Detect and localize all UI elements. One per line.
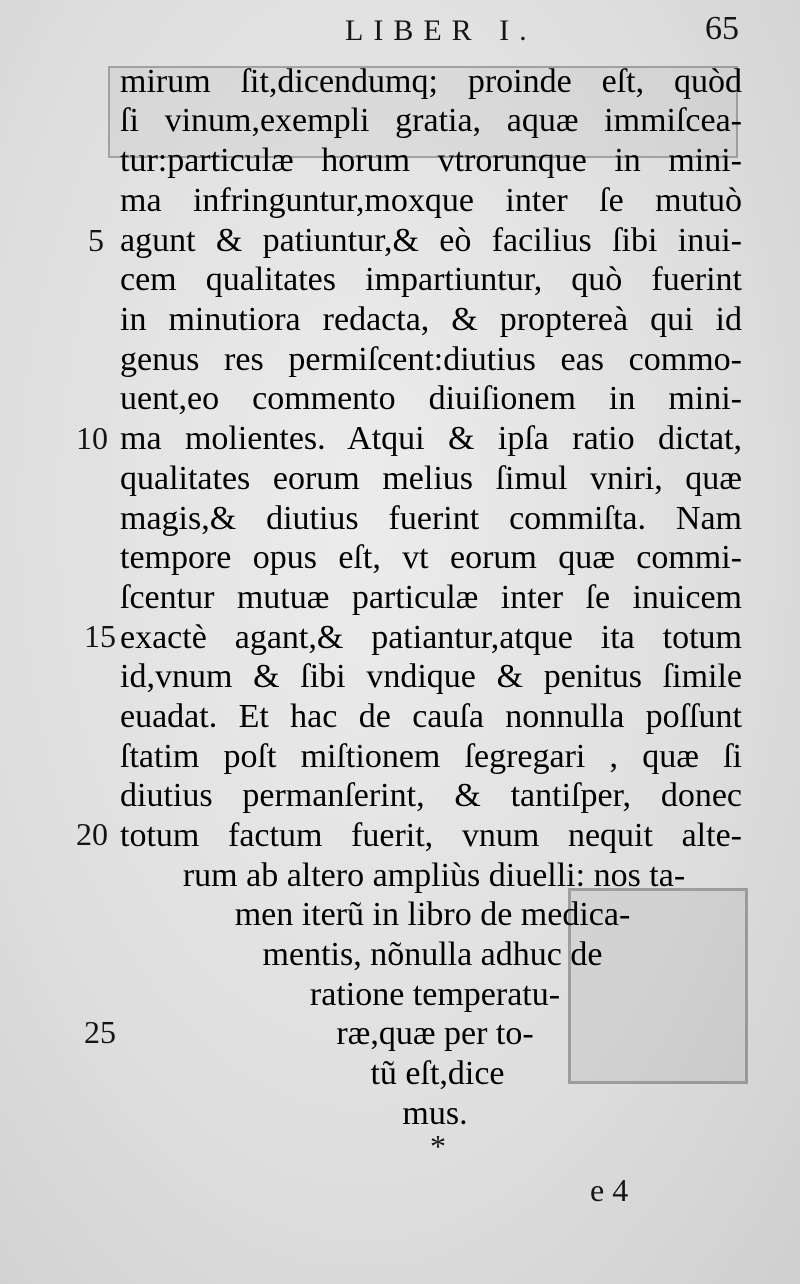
margin-line-number: 25 [84, 1014, 116, 1050]
text-line: exactè agant,& patiantur,atque ita totum [120, 619, 742, 656]
text-line: ſi vinum,exempli gratia, aquæ immiſcea- [120, 102, 742, 139]
text-line: ſtatim poſt miſtionem ſegregari , quæ ſi [120, 738, 742, 775]
margin-line-number: 20 [76, 816, 108, 852]
text-line: rum ab altero ampliùs diuelli: nos ta- [182, 857, 686, 894]
text-line: mirum ſit,dicendumq; proinde eſt, quòd [120, 63, 742, 100]
text-line: magis,& diutius fuerint commiſta. Nam [120, 500, 742, 537]
text-line: uent,eo commento diuiſionem in mini- [120, 380, 742, 417]
text-line: ratione temperatu- [309, 976, 561, 1013]
text-line: mus. [402, 1095, 468, 1132]
text-line: mentis, nõnulla adhuc de [262, 936, 603, 973]
signature-mark: e 4 [590, 1172, 629, 1208]
text-line: ſcentur mutuæ particulæ inter ſe inuicem [120, 579, 742, 616]
text-line: genus res permiſcent:diutius eas commo- [120, 341, 742, 378]
text-line: agunt & patiuntur,& eò facilius ſibi inui- [120, 222, 742, 259]
margin-line-number: 15 [84, 618, 116, 654]
text-line: totum factum fuerit, vnum nequit alte- [120, 817, 742, 854]
text-line: in minutiora redacta, & proptereà qui id [120, 301, 742, 338]
text-line: diutius permanſerint, & tantiſper, donec [120, 777, 742, 814]
text-line: ræ,quæ per to- [336, 1015, 534, 1052]
page-number: 65 [705, 10, 739, 47]
text-line: id,vnum & ſibi vndique & penitus ſimile [120, 658, 742, 695]
text-line: tur:particulæ horum vtrorunque in mini- [120, 142, 742, 179]
text-line: ma infringuntur,moxque inter ſe mutuò [120, 182, 742, 219]
text-line: ma molientes. Atqui & ipſa ratio dictat, [120, 420, 742, 457]
margin-line-number: 5 [88, 222, 104, 258]
text-line: men iterũ in libro de medica- [234, 896, 631, 933]
end-mark: * [430, 1128, 446, 1164]
running-header: LIBER I. [345, 14, 537, 47]
margin-line-number: 10 [76, 420, 108, 456]
text-line: qualitates eorum melius ſimul vniri, quæ [120, 460, 742, 497]
text-line: tũ eſt,dice [370, 1055, 505, 1092]
text-line: cem qualitates impartiuntur, quò fuerint [120, 261, 742, 298]
text-line: tempore opus eſt, vt eorum quæ commi- [120, 539, 742, 576]
text-line: euadat. Et hac de cauſa nonnulla poſſunt [120, 698, 742, 735]
